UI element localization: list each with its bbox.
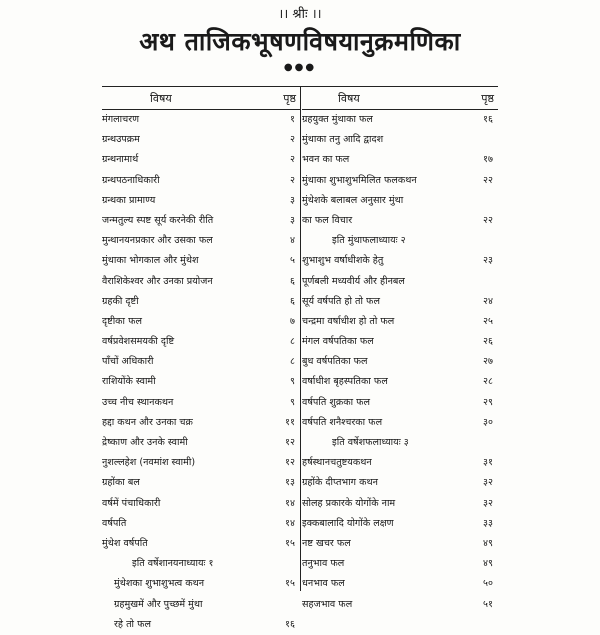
- toc-entry: [302, 494, 498, 514]
- toc-entry: [102, 110, 300, 130]
- toc-entry: [302, 211, 498, 231]
- entry-subject: हद्दा कथन और उनका चक्र: [102, 416, 193, 428]
- entry-subject: ग्रन्थका प्रामाण्य: [102, 194, 156, 206]
- entry-page-number: ८: [290, 356, 295, 368]
- toc-entry: [302, 413, 498, 433]
- toc-entry: [302, 473, 498, 493]
- entry-page-number: १५: [285, 578, 295, 590]
- page-heading: पृष्ठ: [283, 92, 296, 105]
- entry-subject: हर्षस्थानचतुष्टयकथन: [302, 457, 372, 469]
- entry-subject: ग्रहयुक्त मुंथाका फल: [302, 114, 373, 125]
- entry-page-number: १७: [483, 154, 493, 166]
- entry-subject: तनुभाव फल: [302, 558, 345, 570]
- left-column: [102, 87, 301, 630]
- toc-entry: [302, 554, 498, 574]
- toc-entry: [302, 150, 498, 170]
- entry-page-number: १४: [285, 517, 295, 529]
- entry-subject: इति वर्षेशानयनाध्यायः १: [132, 558, 214, 570]
- entry-page-number: ६: [290, 275, 295, 287]
- entry-page-number: ९: [290, 396, 295, 408]
- entry-subject: उच्च नीच स्थानकथन: [102, 396, 174, 408]
- page-heading: पृष्ठ: [481, 92, 494, 105]
- toc-entry: [302, 110, 498, 130]
- entry-subject: धनभाव फल: [302, 578, 345, 590]
- entry-subject: वर्षप्रवेशसमयकी दृष्टि: [102, 336, 175, 348]
- entry-subject: वर्षपति: [102, 517, 127, 529]
- entry-subject: इक्कबालादि योगोंके लक्षण: [302, 517, 394, 529]
- entry-subject: इति मुंथाफलाध्यायः २: [332, 235, 406, 247]
- entry-subject: मंगल वर्षपतिका फल: [302, 336, 374, 348]
- entry-page-number: ११: [285, 416, 295, 428]
- entry-page-number: ४९: [483, 537, 493, 549]
- entry-page-number: २२: [483, 214, 493, 226]
- entry-page-number: ३: [290, 194, 295, 206]
- entry-subject: मंगलाचरण: [102, 114, 140, 125]
- entry-page-number: १६: [285, 618, 295, 630]
- contents-table: [102, 86, 498, 630]
- entry-page-number: ५: [290, 255, 295, 267]
- toc-entry: [302, 332, 498, 352]
- entry-subject: ग्रहोंका बल: [102, 477, 140, 489]
- entry-page-number: २५: [483, 315, 493, 327]
- entry-subject: मुंथाका भोगकाल और मुंथेश: [102, 255, 199, 267]
- subject-heading: विषय: [338, 92, 360, 105]
- toc-entry: [102, 574, 300, 594]
- entry-subject: रहे तो फल: [114, 618, 151, 630]
- entry-page-number: १: [290, 114, 295, 125]
- toc-entry: [102, 191, 300, 211]
- entry-page-number: २: [290, 174, 295, 186]
- page-title: अथ ताजिकभूषणविषयानुक्रमणिका: [139, 27, 461, 56]
- toc-entry: [302, 292, 498, 312]
- toc-entry: [302, 272, 498, 292]
- entry-page-number: ४: [290, 235, 295, 247]
- right-column-header: [302, 87, 498, 110]
- entry-subject: ग्रहोंके दीप्तभाग कथन: [302, 477, 378, 489]
- toc-entry: [102, 433, 300, 453]
- entry-subject: सूर्य वर्षपति हो तो फल: [302, 295, 380, 307]
- entry-page-number: ३२: [483, 497, 493, 509]
- entry-page-number: ३०: [483, 416, 493, 428]
- toc-entry: [102, 231, 300, 251]
- entry-subject: ग्रहकी दृष्टी: [102, 295, 139, 307]
- entry-subject: ग्रन्थपठनाधिकारी: [102, 174, 160, 186]
- entry-subject: मुंथाका तनु आदि द्वादश: [302, 134, 384, 146]
- toc-entry: [102, 352, 300, 372]
- entry-page-number: २९: [483, 396, 493, 408]
- entry-page-number: २७: [483, 356, 493, 368]
- invocation-line: ।। श्रीः ।।: [278, 7, 322, 22]
- entry-page-number: २८: [483, 376, 493, 388]
- right-column: [302, 87, 498, 610]
- entry-subject: द्रेष्काण और उनके स्वामी: [102, 437, 188, 448]
- entry-page-number: १५: [285, 537, 295, 549]
- entry-subject: मुंथेशका शुभाशुभत्व कथन: [114, 578, 205, 590]
- entry-subject: का फल विचार: [302, 214, 353, 226]
- entry-page-number: ५०: [483, 578, 493, 590]
- toc-entry: [302, 433, 498, 453]
- entry-subject: ग्रन्थउपक्रम: [102, 134, 140, 146]
- toc-entry: [302, 393, 498, 413]
- toc-entry: [302, 191, 498, 211]
- entry-page-number: २२: [483, 174, 493, 186]
- toc-entry: [102, 372, 300, 392]
- entry-subject: सोलह प्रकारके योगोंके नाम: [302, 497, 396, 509]
- entry-subject: नुशल्लहेश (नवमांश स्वामी): [102, 457, 196, 469]
- entry-subject: वैराशिकेश्वर और उनका प्रयोजन: [102, 275, 213, 287]
- entry-subject: दृष्टीका फल: [102, 315, 142, 327]
- toc-entry: [302, 534, 498, 554]
- toc-entry: [102, 211, 300, 231]
- toc-entry: [102, 130, 300, 150]
- toc-entry: [302, 251, 498, 271]
- toc-entry: [302, 231, 498, 251]
- entry-subject: मुंथाका शुभाशुभमिलित फलकथन: [302, 174, 417, 186]
- toc-entry: [102, 272, 300, 292]
- entry-page-number: १२: [285, 437, 295, 448]
- toc-entry: [102, 514, 300, 534]
- entry-page-number: १२: [285, 457, 295, 469]
- entry-subject: नष्ट खचर फल: [302, 537, 351, 549]
- toc-entry: [302, 130, 498, 150]
- toc-entry: [102, 251, 300, 271]
- entry-subject: मुन्थानयनप्रकार और उसका फल: [102, 235, 213, 247]
- toc-entry: [102, 171, 300, 191]
- entry-subject: भवन का फल: [302, 154, 350, 166]
- entry-page-number: २३: [483, 255, 493, 267]
- entry-subject: शुभाशुभ वर्षाधीशके हेतु: [302, 255, 384, 267]
- entry-subject: वर्षपति शुक्रका फल: [302, 396, 371, 408]
- entry-page-number: १४: [285, 497, 295, 509]
- entry-page-number: ५१: [483, 598, 493, 610]
- toc-entry: [102, 595, 300, 615]
- toc-entry: [302, 453, 498, 473]
- toc-entry: [302, 574, 498, 594]
- entry-page-number: ९: [290, 376, 295, 388]
- ornament-dots: ●●●: [283, 62, 317, 73]
- toc-entry: [102, 615, 300, 635]
- toc-entry: [102, 554, 300, 574]
- entry-page-number: ४९: [483, 558, 493, 570]
- toc-entry: [102, 332, 300, 352]
- entry-page-number: ८: [290, 336, 295, 348]
- left-column-header: [102, 87, 300, 110]
- entry-page-number: २: [290, 154, 295, 166]
- entry-subject: वर्षमें पंचाधिकारी: [102, 497, 161, 509]
- right-entry-list: [302, 110, 498, 615]
- entry-subject: पूर्णबली मध्यवीर्य और हीनबल: [302, 275, 405, 287]
- entry-subject: बुध वर्षपतिका फल: [302, 356, 368, 368]
- entry-subject: मुंथेश वर्षपति: [102, 537, 148, 549]
- toc-entry: [302, 171, 498, 191]
- entry-subject: मुंथेशके बलाबल अनुसार मुंथा: [302, 194, 404, 206]
- toc-entry: [302, 312, 498, 332]
- entry-subject: ग्रन्थनामार्थ: [102, 154, 139, 166]
- entry-page-number: ७: [290, 315, 295, 327]
- toc-entry: [102, 413, 300, 433]
- entry-subject: ग्रहमुखमें और पुच्छमें मुंथा: [114, 598, 203, 610]
- entry-page-number: १३: [285, 477, 295, 489]
- toc-entry: [102, 312, 300, 332]
- entry-page-number: ३१: [483, 457, 493, 469]
- entry-subject: जन्मतुल्य स्पष्ट सूर्य करनेकी रीति: [102, 214, 214, 226]
- toc-entry: [302, 352, 498, 372]
- entry-page-number: ६: [290, 295, 295, 307]
- entry-page-number: ३: [290, 214, 295, 226]
- toc-entry: [302, 372, 498, 392]
- entry-subject: राशियोंके स्वामी: [102, 376, 156, 388]
- toc-entry: [302, 595, 498, 615]
- left-entry-list: [102, 110, 300, 635]
- entry-page-number: २: [290, 134, 295, 146]
- toc-entry: [102, 150, 300, 170]
- entry-subject: सहजभाव फल: [302, 598, 353, 610]
- entry-subject: वर्षपति शनैश्चरका फल: [302, 416, 383, 428]
- toc-entry: [102, 473, 300, 493]
- entry-subject: इति वर्षेशफलाध्यायः ३: [332, 437, 409, 448]
- entry-subject: वर्षाधीश बृहस्पतिका फल: [302, 376, 388, 388]
- subject-heading: विषय: [150, 92, 172, 105]
- entry-page-number: ३२: [483, 477, 493, 489]
- toc-entry: [102, 292, 300, 312]
- entry-page-number: २६: [483, 336, 493, 348]
- entry-subject: चन्द्रमा वर्षाधीश हो तो फल: [302, 315, 395, 327]
- toc-entry: [302, 514, 498, 534]
- entry-page-number: ३३: [483, 517, 493, 529]
- toc-entry: [102, 453, 300, 473]
- toc-entry: [102, 494, 300, 514]
- entry-subject: पाँचों अधिकारी: [102, 356, 154, 368]
- toc-entry: [102, 393, 300, 413]
- toc-entry: [102, 534, 300, 554]
- entry-page-number: २४: [483, 295, 493, 307]
- entry-page-number: १६: [483, 114, 493, 125]
